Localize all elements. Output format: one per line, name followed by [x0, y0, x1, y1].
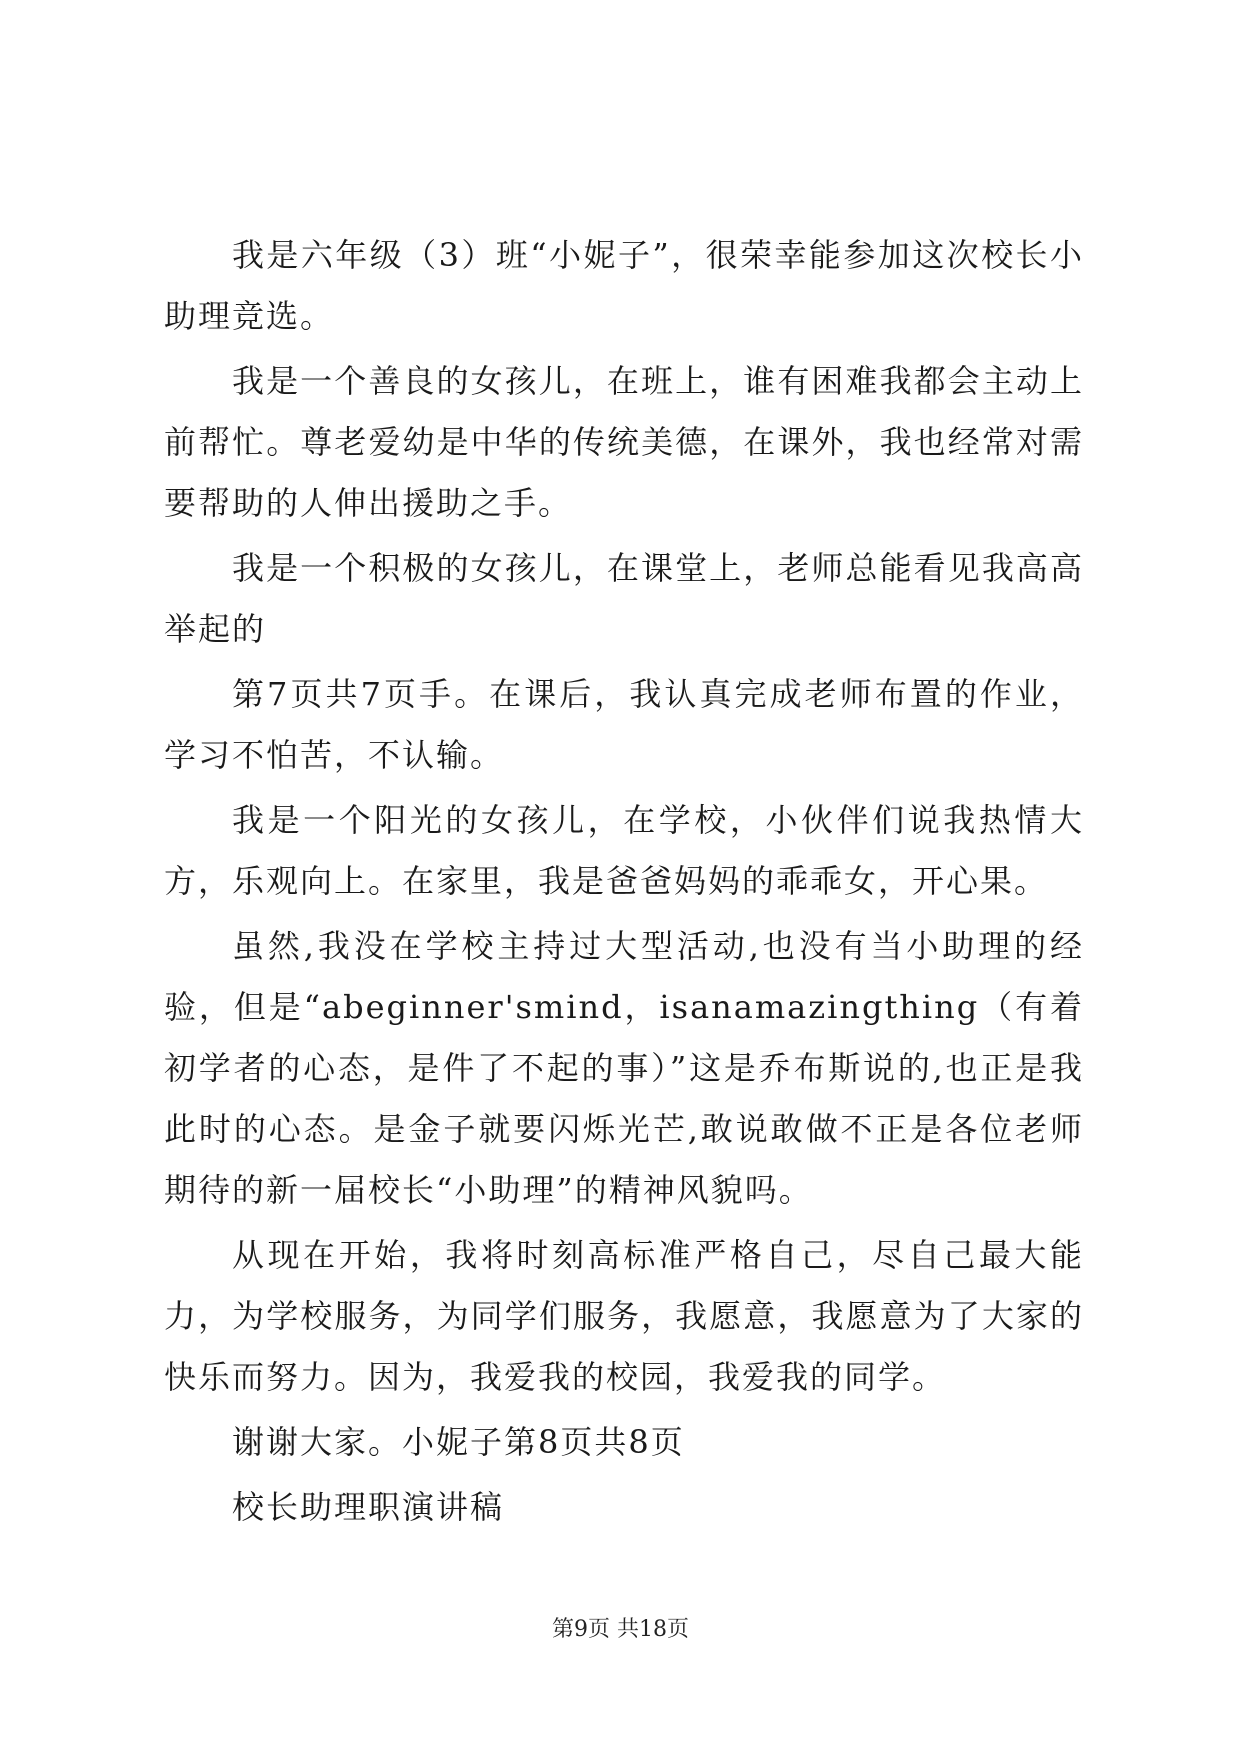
paragraph-kind: 我是一个善良的女孩儿，在班上，谁有困难我都会主动上前帮忙。尊老爱幼是中华的传统美德，在课外，我也经常对需要帮助的人伸出援助之手。 — [164, 362, 1084, 522]
paragraph-beginner-mind: 虽然,我没在学校主持过大型活动,也没有当小助理的经验，但是“abeginner'smind，isanamazingthing（有着初学者的心态，是件了不起的事）”这是乔布斯说的,也正是我此时的心态。是金子就要闪烁光芒,敢说敢做不正是各位老师期待的新一届校长“小助理”的精神风貌吗。 — [164, 927, 1084, 1209]
paragraph-sunny: 我是一个阳光的女孩儿，在学校，小伙伴们说我热情大方，乐观向上。在家里，我是爸爸妈妈的乖乖女，开心果。 — [164, 801, 1084, 900]
paragraph-heading: 校长助理职演讲稿 — [232, 1488, 505, 1526]
paragraph-thanks: 谢谢大家。小妮子第8页共8页 — [232, 1423, 685, 1461]
paragraph-intro: 我是六年级（3）班“小妮子”，很荣幸能参加这次校长小助理竞选。 — [164, 236, 1084, 335]
paragraph-active: 我是一个积极的女孩儿，在课堂上，老师总能看见我高高举起的 — [164, 549, 1084, 648]
paragraph-commitment: 从现在开始，我将时刻高标准严格自己，尽自己最大能力，为学校服务，为同学们服务，我愿意，我愿意为了大家的快乐而努力。因为，我爱我的校园，我爱我的同学。 — [164, 1236, 1084, 1396]
page-number-footer: 第9页 共18页 — [552, 1617, 689, 1642]
paragraph-after-class: 第7页共7页手。在课后，我认真完成老师布置的作业，学习不怕苦，不认输。 — [164, 675, 1084, 774]
document-body — [164, 225, 1084, 1542]
